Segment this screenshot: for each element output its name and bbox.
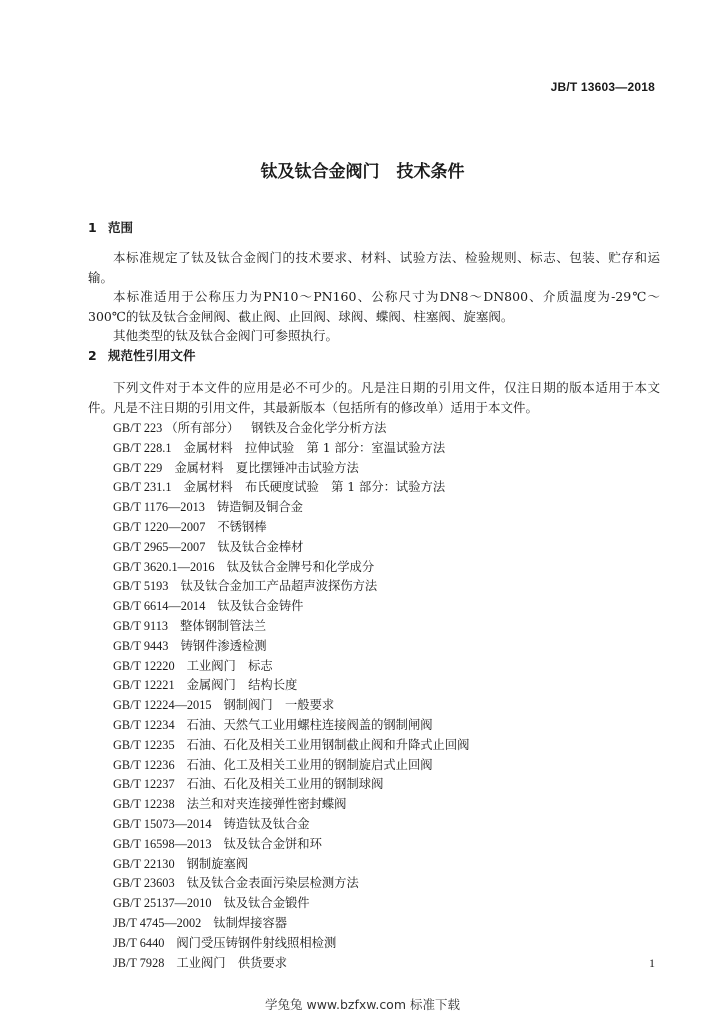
reference-code: GB/T 229 xyxy=(113,460,163,475)
section-number: 2 xyxy=(88,348,97,363)
paragraph: 本标准规定了钛及钛合金阀门的技术要求、材料、试验方法、检验规则、标志、包装、贮存和运输。 xyxy=(88,250,660,285)
section-1-body xyxy=(88,248,660,346)
reference-code: GB/T 23603 xyxy=(113,876,175,891)
reference-item xyxy=(113,518,469,538)
reference-code: GB/T 9113 xyxy=(113,618,168,633)
reference-item xyxy=(113,459,469,479)
reference-item xyxy=(113,954,469,974)
reference-item xyxy=(113,874,469,894)
reference-title: 法兰和对夹连接弹性密封蝶阀 xyxy=(186,797,347,812)
page-number: 1 xyxy=(649,956,655,970)
reference-title: 金属材料 夏比摆锤冲击试验方法 xyxy=(174,460,359,475)
section-1-heading xyxy=(88,218,133,236)
reference-item xyxy=(113,478,469,498)
watermark-text: 学兔兔 www.bzfxw.com 标准下载 xyxy=(265,997,460,1012)
reference-code: GB/T 5193 xyxy=(113,579,169,594)
reference-code: GB/T 12224—2015 xyxy=(113,698,212,713)
reference-item xyxy=(113,498,469,518)
reference-code: GB/T 231.1 xyxy=(113,480,172,495)
reference-code: GB/T 3620.1—2016 xyxy=(113,559,215,574)
reference-code: GB/T 12238 xyxy=(113,797,175,812)
reference-title: 钢制阀门 一般要求 xyxy=(223,698,335,713)
section-title: 规范性引用文件 xyxy=(108,348,196,363)
reference-item xyxy=(113,597,469,617)
reference-title: 钛制焊接容器 xyxy=(213,915,288,930)
reference-item xyxy=(113,894,469,914)
reference-title: 铸钢件渗透检测 xyxy=(180,638,267,653)
reference-title: 金属材料 布氏硬度试验 第 1 部分：试验方法 xyxy=(183,480,446,495)
reference-title: 工业阀门 供货要求 xyxy=(176,955,288,970)
reference-title: 金属材料 拉伸试验 第 1 部分：室温试验方法 xyxy=(183,440,446,455)
reference-title: 整体钢制管法兰 xyxy=(180,618,267,633)
reference-code: GB/T 15073—2014 xyxy=(113,816,212,831)
reference-title: 阀门受压铸钢件射线照相检测 xyxy=(176,935,337,950)
reference-code: GB/T 25137—2010 xyxy=(113,896,212,911)
reference-code: JB/T 4745—2002 xyxy=(113,915,202,930)
reference-title: 钢制旋塞阀 xyxy=(186,856,249,871)
reference-code: GB/T 228.1 xyxy=(113,440,172,455)
reference-title: 钛及钛合金表面污染层检测方法 xyxy=(186,876,359,891)
reference-item xyxy=(113,835,469,855)
reference-title: 不锈钢棒 xyxy=(217,519,267,534)
section-title: 范围 xyxy=(108,220,134,235)
paragraph: 本标准适用于公称压力为PN10～PN160、公称尺寸为DN8～DN800、介质温度为-29℃～300℃的钛及钛合金闸阀、截止阀、止回阀、球阀、蝶阀、柱塞阀、旋塞阀。 xyxy=(88,289,660,324)
standard-code: JB/T 13603—2018 xyxy=(550,80,655,94)
reference-item xyxy=(113,419,469,439)
reference-item xyxy=(113,637,469,657)
reference-item xyxy=(113,756,469,776)
reference-item xyxy=(113,617,469,637)
reference-item xyxy=(113,558,469,578)
reference-code: GB/T 12236 xyxy=(113,757,175,772)
reference-code: JB/T 7928 xyxy=(113,955,165,970)
reference-code: GB/T 9443 xyxy=(113,638,169,653)
reference-item xyxy=(113,577,469,597)
document-title: 钛及钛合金阀门 技术条件 xyxy=(260,162,465,182)
reference-code: GB/T 6614—2014 xyxy=(113,599,206,614)
reference-title: 石油、化工及相关工业用的钢制旋启式止回阀 xyxy=(186,757,433,772)
reference-item xyxy=(113,934,469,954)
section-2-heading xyxy=(88,346,196,364)
reference-code: GB/T 12234 xyxy=(113,717,175,732)
reference-item xyxy=(113,815,469,835)
reference-code: GB/T 12221 xyxy=(113,678,175,693)
reference-item xyxy=(113,657,469,677)
reference-title: 钛及钛合金铸件 xyxy=(217,599,304,614)
reference-title: 钛及钛合金牌号和化学成分 xyxy=(226,559,375,574)
reference-title: 工业阀门 标志 xyxy=(186,658,273,673)
reference-item xyxy=(113,914,469,934)
paragraph: 其他类型的钛及钛合金阀门可参照执行。 xyxy=(113,328,339,343)
reference-item xyxy=(113,775,469,795)
reference-title: 石油、石化及相关工业用的钢制球阀 xyxy=(186,777,384,792)
reference-code: GB/T 16598—2013 xyxy=(113,836,212,851)
reference-item xyxy=(113,696,469,716)
reference-code: GB/T 12237 xyxy=(113,777,175,792)
reference-code: GB/T 2965—2007 xyxy=(113,539,206,554)
reference-title: 钛及钛合金饼和环 xyxy=(223,836,322,851)
reference-code: JB/T 6440 xyxy=(113,935,165,950)
reference-item xyxy=(113,795,469,815)
reference-title: 石油、天然气工业用螺柱连接阀盖的钢制闸阀 xyxy=(186,717,433,732)
reference-item xyxy=(113,439,469,459)
reference-item xyxy=(113,855,469,875)
normative-references-list xyxy=(113,419,469,973)
paragraph: 下列文件对于本文件的应用是必不可少的。凡是注日期的引用文件，仅注日期的版本适用于本文件。凡是不注日期的引用文件，其最新版本（包括所有的修改单）适用于本文件。 xyxy=(88,380,660,415)
reference-title: 铸造铜及铜合金 xyxy=(216,500,303,515)
reference-code: GB/T 22130 xyxy=(113,856,175,871)
section-number: 1 xyxy=(88,220,97,235)
reference-title: 钛及钛合金棒材 xyxy=(217,539,304,554)
reference-code: GB/T 223 （所有部分） xyxy=(113,421,240,435)
reference-title: 钢铁及合金化学分析方法 xyxy=(251,421,387,435)
reference-item xyxy=(113,538,469,558)
section-2-body xyxy=(88,378,660,417)
reference-title: 钛及钛合金加工产品超声波探伤方法 xyxy=(180,579,378,594)
reference-item xyxy=(113,716,469,736)
reference-item xyxy=(113,736,469,756)
reference-title: 石油、石化及相关工业用钢制截止阀和升降式止回阀 xyxy=(186,737,470,752)
reference-title: 金属阀门 结构长度 xyxy=(186,678,298,693)
reference-code: GB/T 12220 xyxy=(113,658,175,673)
reference-title: 铸造钛及钛合金 xyxy=(223,816,310,831)
reference-title: 钛及钛合金锻件 xyxy=(223,896,310,911)
reference-item xyxy=(113,676,469,696)
reference-code: GB/T 12235 xyxy=(113,737,175,752)
reference-code: GB/T 1176—2013 xyxy=(113,500,205,515)
reference-code: GB/T 1220—2007 xyxy=(113,519,206,534)
